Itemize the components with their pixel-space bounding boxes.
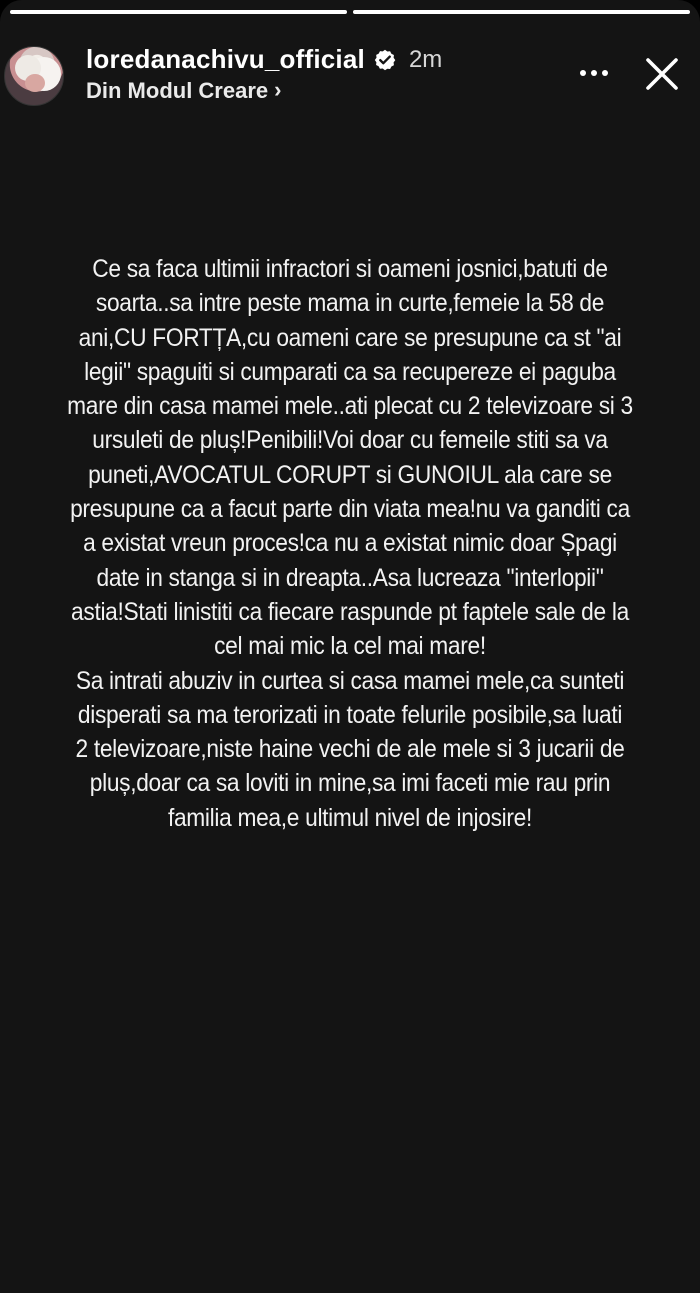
more-options-button[interactable] bbox=[573, 61, 615, 85]
more-dot bbox=[580, 70, 586, 76]
story-header bbox=[0, 44, 700, 108]
story-time: 2m bbox=[408, 45, 443, 73]
close-icon bbox=[642, 54, 682, 94]
story-progress-fill bbox=[10, 10, 347, 14]
username[interactable]: loredanachivu_official bbox=[86, 44, 365, 74]
avatar[interactable] bbox=[4, 46, 64, 106]
story-subtitle[interactable] bbox=[86, 78, 281, 104]
chevron-right-icon: › bbox=[274, 77, 282, 102]
more-dot bbox=[591, 70, 597, 76]
story-progress-fill bbox=[353, 10, 690, 14]
more-dot bbox=[602, 70, 608, 76]
story-text: Ce sa faca ultimii infractori si oameni josnici,batuti de soarta..sa intre peste mama in curte,femeie la 58 de ani,CU FORTȚA,cu oameni care se presupune ca st "ai legii" spaguiti si cumparati ca sa recupereze ei paguba mare din casa mamei mele..ati plecat cu 2 televizoare si 3 ursuleti de pluș!Penibili!Voi doar cu femeile stiti sa va puneti,AVOCATUL CORUPT si GUNOIUL ala care se presupune ca a facut parte din viata mea!nu va ganditi ca a existat vreun proces!ca nu a existat nimic doar Șpagi date in stanga si in dreapta..Asa lucreaza "interlopii" astia!Stati linistiti ca fiecare raspunde pt faptele sale de la cel mai mic la cel mai mare! Sa intrati abuziv in curtea si casa mamei mele,ca sunteti disperati sa ma terorizati in toate felurile posibile,sa luati 2 televizoare,niste haine vechi de ale mele si 3 jucarii de pluș,doar ca sa loviti in mine,sa imi faceti mie rau prin familia mea,e ultimul nivel de injosire! bbox=[67, 255, 633, 832]
story-progress-segment bbox=[10, 10, 347, 14]
subtitle-text: Din Modul Creare bbox=[86, 78, 269, 103]
close-button[interactable] bbox=[642, 54, 682, 94]
story-progress bbox=[10, 10, 690, 14]
story-progress-segment bbox=[353, 10, 690, 14]
verified-badge-icon bbox=[373, 48, 397, 72]
user-line bbox=[86, 44, 442, 75]
